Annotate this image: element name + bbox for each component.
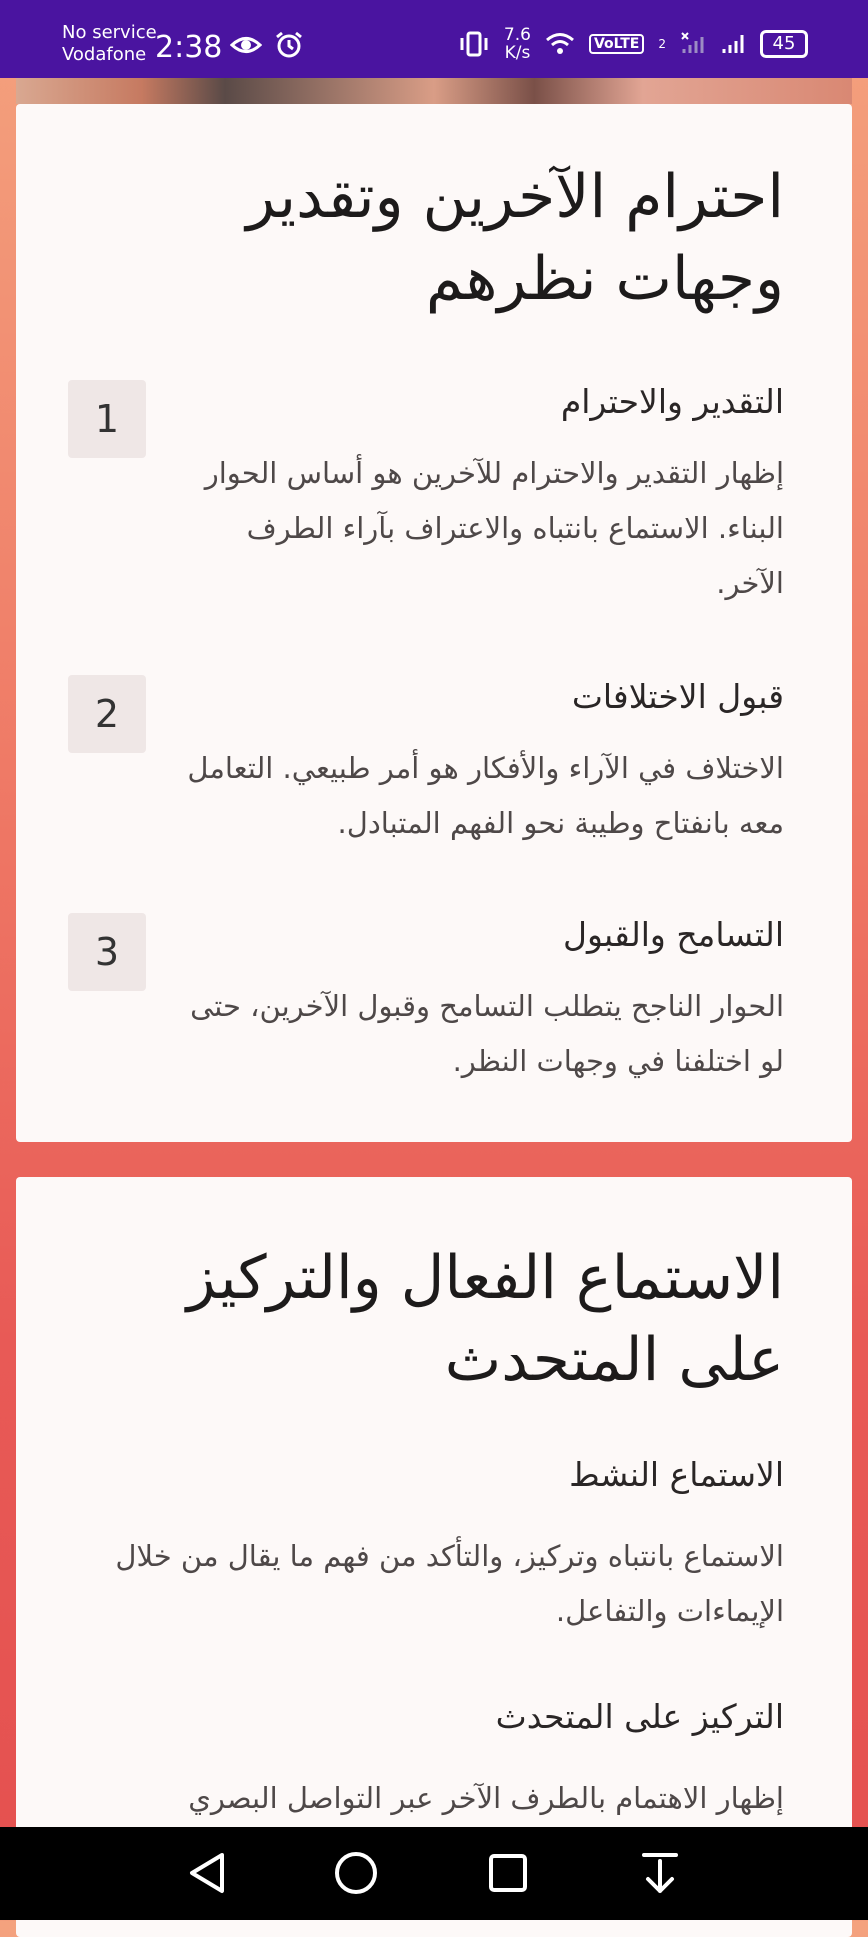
item-title: التقدير والاحترام xyxy=(560,382,784,421)
status-icons-left xyxy=(230,30,304,60)
item-text: الحوار الناجح يتطلب التسامح وقبول الآخرين، حتى لو اختلفنا في وجهات النظر. xyxy=(190,989,784,1078)
item-text: الاختلاف في الآراء والأفكار هو أمر طبيعي. التعامل معه بانفتاح وطيبة نحو الفهم المتبادل. xyxy=(187,751,784,840)
active-listening-card xyxy=(16,1177,852,1937)
wifi-icon xyxy=(545,31,575,57)
section-text: إظهار الاهتمام بالطرف الآخر عبر التواصل البصري xyxy=(188,1781,784,1815)
card-title: الاستماع الفعال والتركيز على المتحدث xyxy=(186,1243,784,1395)
number-badge: 1 xyxy=(68,380,146,458)
section-text: الاستماع بانتباه وتركيز، والتأكد من فهم ما يقال من خلال الإيماءات والتفاعل. xyxy=(115,1539,784,1628)
item-title: التسامح والقبول xyxy=(563,915,784,954)
system-nav-bar xyxy=(0,1827,868,1920)
battery-indicator: 45 xyxy=(760,30,808,58)
header-image xyxy=(16,78,852,104)
network-speed-value: 7.6 xyxy=(503,25,531,45)
item-title: قبول الاختلافات xyxy=(571,677,784,716)
home-icon[interactable] xyxy=(326,1847,386,1899)
status-icons-right xyxy=(458,26,808,62)
notifications-pull-icon[interactable] xyxy=(630,1847,690,1899)
vibrate-icon xyxy=(458,30,490,58)
carrier-line2: Vodafone xyxy=(62,44,147,65)
section-title: التركيز على المتحدث xyxy=(495,1697,784,1736)
clock: 2:38 xyxy=(155,30,223,65)
signal-icon xyxy=(720,31,746,57)
status-bar xyxy=(0,0,868,78)
item-text: إظهار التقدير والاحترام للآخرين هو أساس الحوار البناء. الاستماع بانتباه والاعتراف بآراء الطرف الآخر. xyxy=(204,456,784,600)
volte-sim-number: 2 xyxy=(658,37,666,51)
recents-icon[interactable] xyxy=(478,1847,538,1899)
carrier-info xyxy=(62,22,157,66)
carrier-line1: No service xyxy=(62,22,157,43)
signal-sim2-icon xyxy=(680,31,706,57)
section-title: الاستماع النشط xyxy=(569,1455,784,1494)
volte-badge: VoLTE xyxy=(589,34,644,54)
respect-card xyxy=(16,104,852,1142)
alarm-icon xyxy=(274,30,304,60)
eye-icon xyxy=(230,30,262,60)
number-badge: 3 xyxy=(68,913,146,991)
back-icon[interactable] xyxy=(178,1847,238,1899)
network-speed xyxy=(504,26,531,62)
number-badge: 2 xyxy=(68,675,146,753)
card-title: احترام الآخرين وتقدير وجهات نظرهم xyxy=(246,162,784,314)
network-speed-unit: K/s xyxy=(504,43,531,63)
